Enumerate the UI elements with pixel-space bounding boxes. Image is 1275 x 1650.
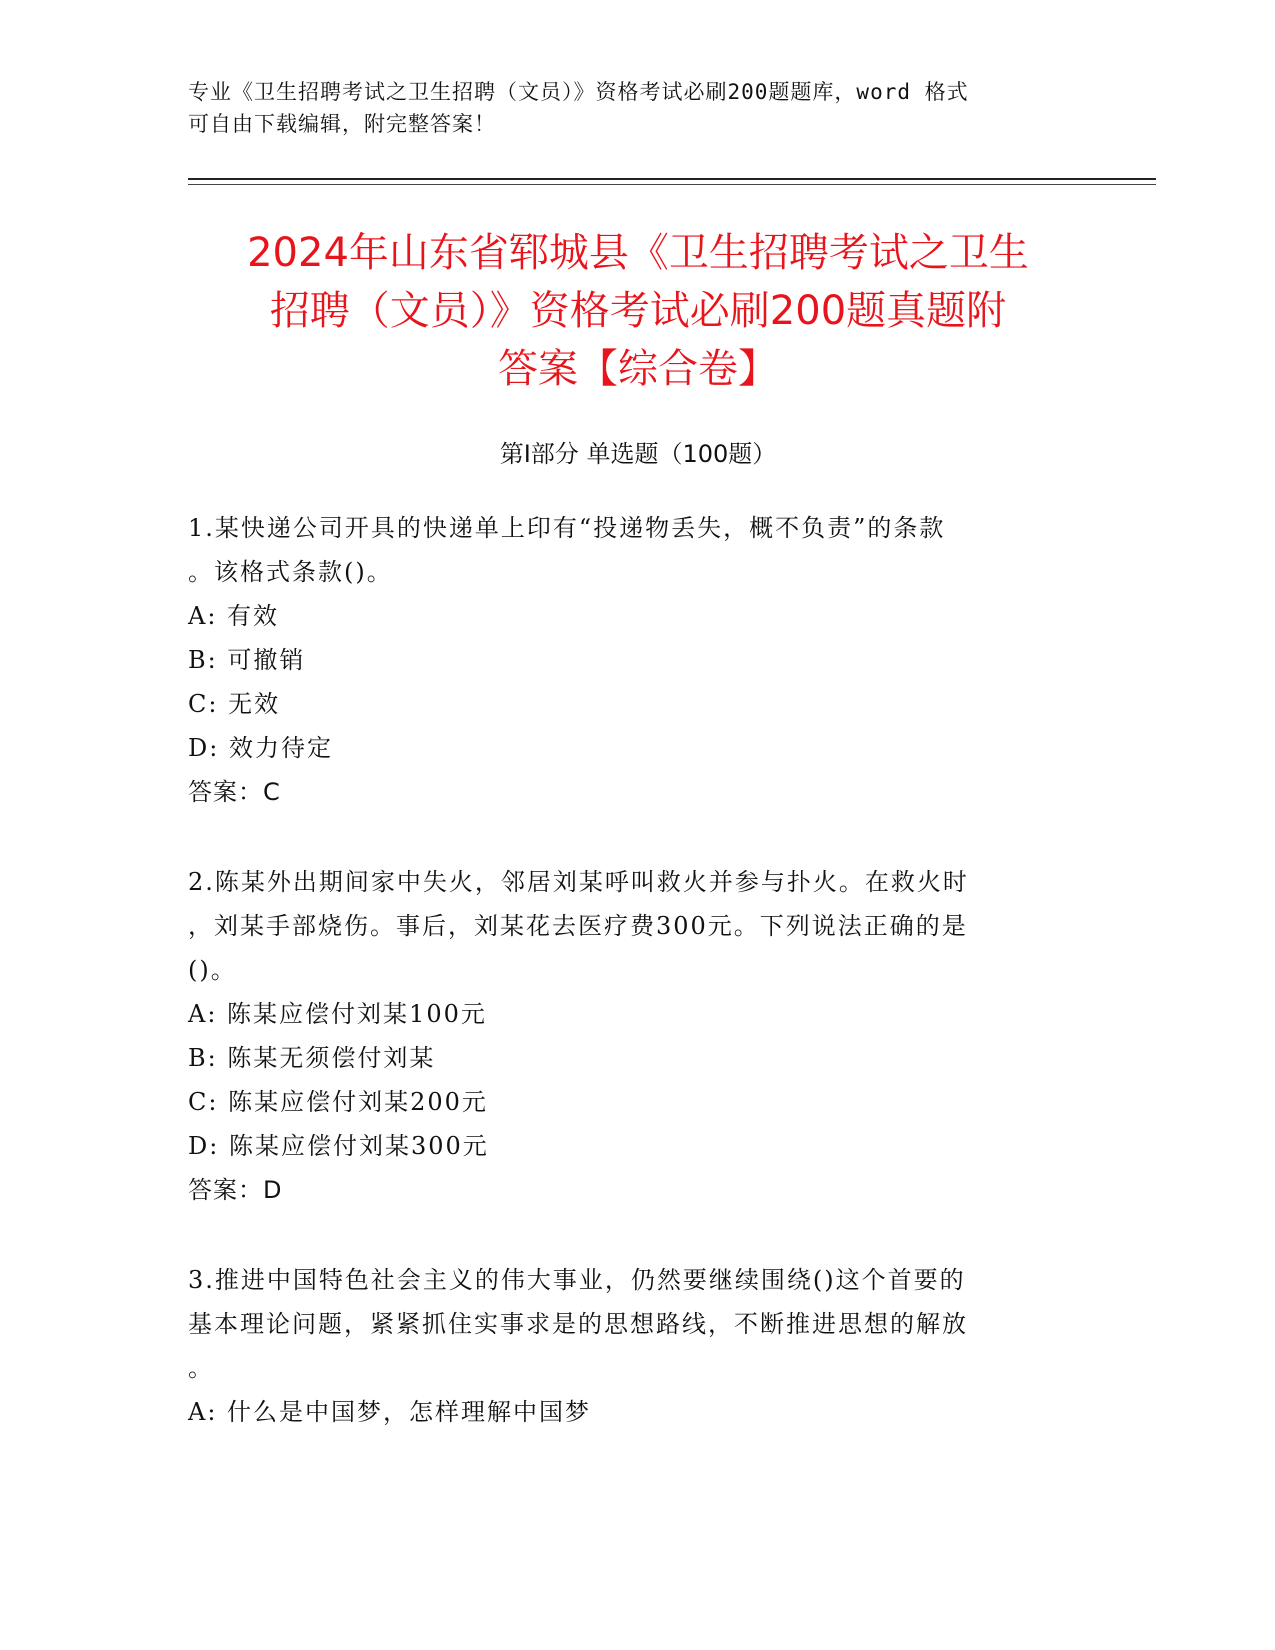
question-stem-line: 3.推进中国特色社会主义的伟大事业，仍然要继续围绕()这个首要的	[188, 1266, 966, 1294]
document-title	[188, 224, 1088, 398]
option-b: B: 可撤销	[188, 646, 306, 674]
title-line: 招聘（文员）》资格考试必刷200题真题附	[269, 288, 1007, 334]
header-divider	[188, 178, 1156, 180]
answer-line: 答案：D	[188, 1176, 283, 1204]
option-a: A: 陈某应偿付刘某100元	[188, 1000, 487, 1028]
option-b: B: 陈某无须偿付刘某	[188, 1044, 436, 1072]
section-heading: 第Ⅰ部分 单选题（100题）	[499, 440, 777, 468]
header-divider-thin	[188, 184, 1156, 185]
option-a: A: 有效	[188, 602, 280, 630]
option-a: A: 什么是中国梦，怎样理解中国梦	[188, 1398, 592, 1426]
title-line: 2024年山东省郓城县《卫生招聘考试之卫生	[247, 230, 1029, 276]
question-stem-line: 。该格式条款()。	[188, 558, 393, 586]
title-line: 答案【综合卷】	[498, 346, 778, 392]
question-stem-line: 基本理论问题，紧紧抓住实事求是的思想路线，不断推进思想的解放	[188, 1310, 968, 1338]
question-stem-line: 2.陈某外出期间家中失火，邻居刘某呼叫救火并参与扑火。在救火时	[188, 868, 969, 896]
answer-line: 答案：C	[188, 778, 281, 806]
option-c: C: 陈某应偿付刘某200元	[188, 1088, 488, 1116]
header-note-line: 可自由下载编辑，附完整答案！	[188, 112, 496, 136]
option-c: C: 无效	[188, 690, 281, 718]
question-stem-line: 。	[188, 1354, 214, 1382]
header-note-line: 专业《卫生招聘考试之卫生招聘（文员）》资格考试必刷200题题库，word 格式	[188, 80, 969, 104]
option-d: D: 效力待定	[188, 734, 333, 762]
option-d: D: 陈某应偿付刘某300元	[188, 1132, 489, 1160]
question-stem-line: ()。	[188, 956, 237, 984]
question-stem-line: ，刘某手部烧伤。事后，刘某花去医疗费300元。下列说法正确的是	[188, 912, 968, 940]
question-stem-line: 1.某快递公司开具的快递单上印有“投递物丢失，概不负责”的条款	[188, 514, 946, 542]
header-note	[188, 76, 1068, 140]
